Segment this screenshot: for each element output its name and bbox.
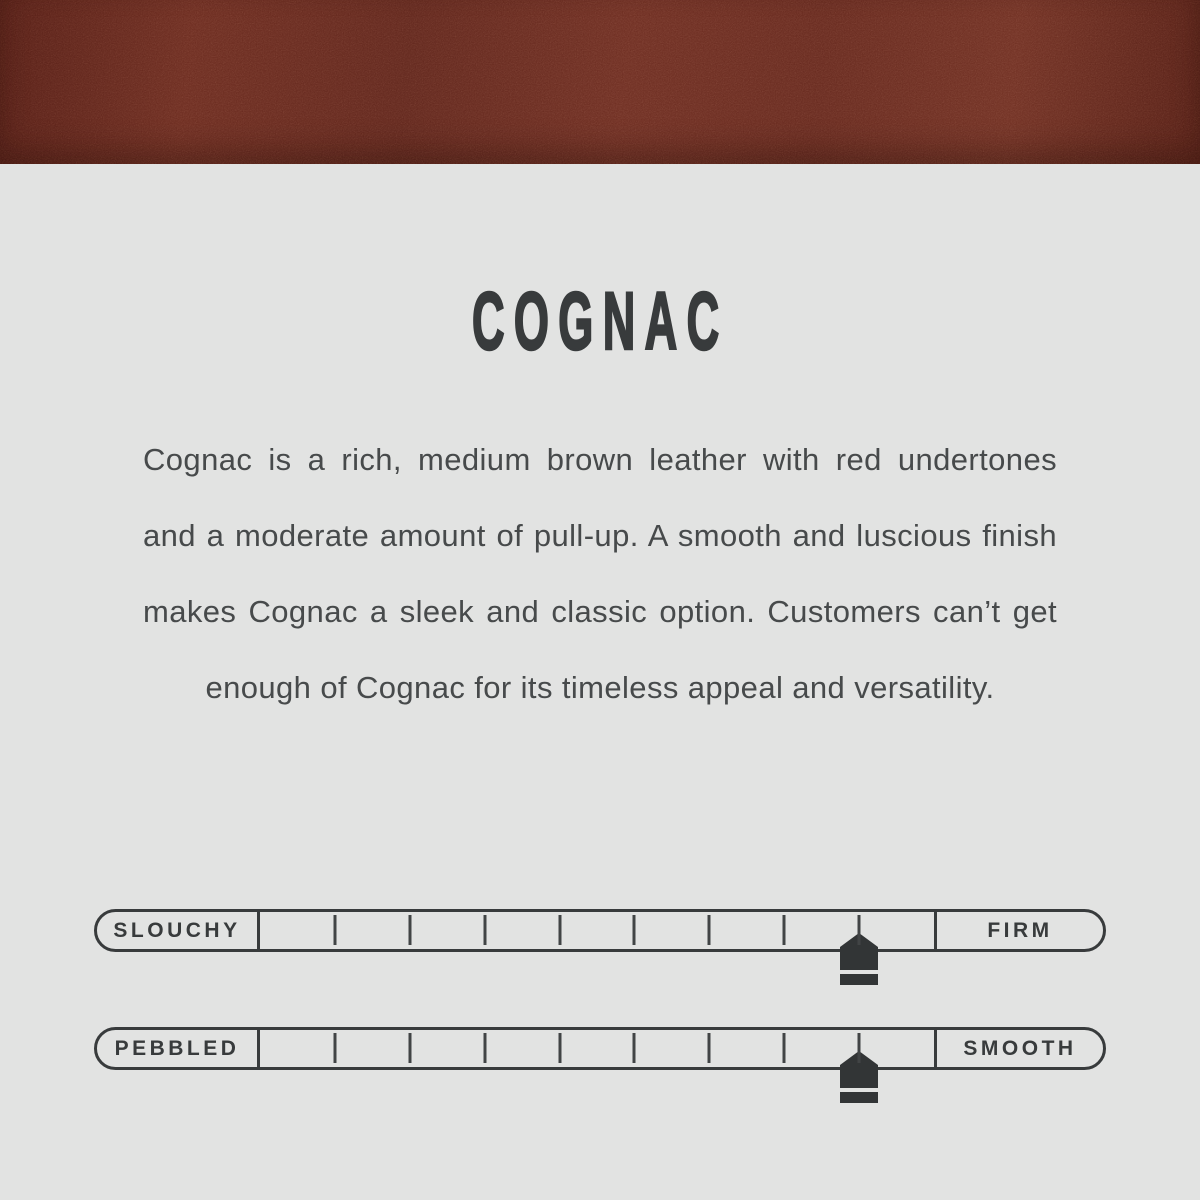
texture-scale-tick [708, 1033, 711, 1063]
firmness-scale-right-label: FIRM [987, 918, 1053, 942]
texture-scale-tick [408, 1033, 411, 1063]
description-line: Cognac is a rich, medium brown leather with red undertones [143, 442, 1057, 477]
texture-scale-tick [558, 1033, 561, 1063]
firmness-scale-tick [408, 915, 411, 945]
description-line: enough of Cognac for its timeless appeal and versatility. [205, 670, 995, 705]
description-line: makes Cognac a sleek and classic option. Customers can’t get [143, 594, 1057, 629]
texture-scale-right-label: SMOOTH [963, 1036, 1077, 1060]
firmness-scale-tick [558, 915, 561, 945]
firmness-scale-tick [633, 915, 636, 945]
texture-scale-left-cell [97, 1030, 260, 1067]
texture-scale [94, 1027, 1106, 1070]
firmness-scale-left-cell [97, 912, 260, 949]
firmness-scale-tick [483, 915, 486, 945]
page-title-text: COGNAC [471, 276, 729, 367]
texture-scale-tick [333, 1033, 336, 1063]
leather-grain-texture [0, 0, 1200, 164]
firmness-scale-right-cell [934, 912, 1103, 949]
firmness-scale [94, 909, 1106, 952]
attribute-scales [94, 909, 1106, 1070]
texture-scale-tick [783, 1033, 786, 1063]
leather-swatch-image [0, 0, 1200, 164]
firmness-scale-tick [783, 915, 786, 945]
firmness-scale-tick [333, 915, 336, 945]
texture-scale-right-cell [934, 1030, 1103, 1067]
firmness-scale-tick [858, 915, 861, 945]
firmness-scale-left-label: SLOUCHY [113, 918, 241, 942]
leather-description [143, 422, 1057, 726]
page-title [0, 276, 1200, 367]
firmness-scale-track [260, 912, 934, 949]
texture-scale-tick [483, 1033, 486, 1063]
texture-scale-track [260, 1030, 934, 1067]
texture-scale-tick [633, 1033, 636, 1063]
firmness-scale-tick [708, 915, 711, 945]
texture-scale-left-label: PEBBLED [114, 1036, 240, 1060]
description-line: and a moderate amount of pull-up. A smooth and luscious finish [143, 518, 1057, 553]
texture-scale-tick [858, 1033, 861, 1063]
